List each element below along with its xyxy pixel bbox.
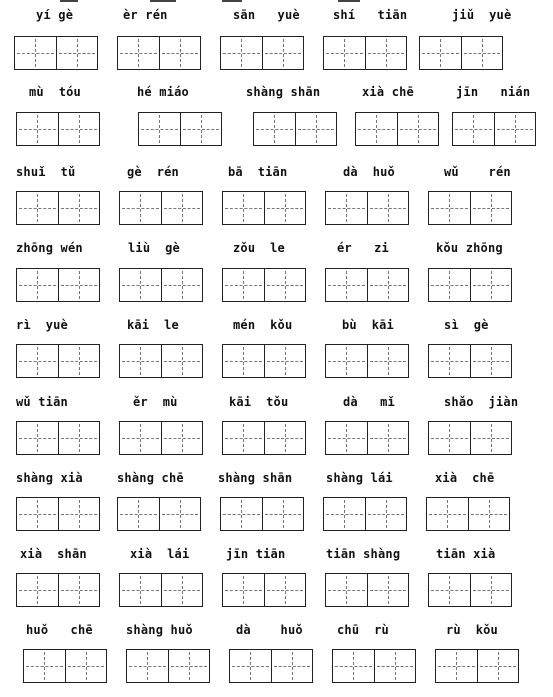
pinyin-label: mù tóu [29,85,81,99]
writing-grid[interactable] [222,191,306,225]
writing-cell[interactable] [161,192,203,224]
writing-cell[interactable] [470,574,512,606]
writing-cell[interactable] [367,269,409,301]
writing-cell[interactable] [58,192,100,224]
writing-grid[interactable] [16,573,100,607]
writing-cell[interactable] [17,113,58,145]
writing-cell[interactable] [17,574,58,606]
writing-grid[interactable] [14,36,98,70]
writing-cell[interactable] [223,269,264,301]
pinyin-label: huǒ chē [26,623,93,637]
writing-grid[interactable] [16,268,100,302]
writing-cell[interactable] [118,498,159,530]
writing-grid[interactable] [323,497,407,531]
writing-cell[interactable] [161,345,203,377]
writing-grid[interactable] [119,573,203,607]
pinyin-label: shí tiān [333,8,408,22]
writing-cell[interactable] [223,345,264,377]
pinyin-label: zǒu le [233,241,285,255]
writing-cell[interactable] [397,113,439,145]
writing-grid[interactable] [119,191,203,225]
writing-cell[interactable] [271,650,313,682]
pinyin-label: dà huǒ [343,165,395,179]
writing-cell[interactable] [159,498,201,530]
writing-cell[interactable] [367,574,409,606]
writing-cell[interactable] [120,269,161,301]
writing-cell[interactable] [264,192,306,224]
writing-cell[interactable] [333,650,374,682]
writing-cell[interactable] [56,37,98,69]
writing-cell[interactable] [420,37,461,69]
writing-cell[interactable] [58,498,100,530]
pinyin-label: rì yuè [16,318,68,332]
writing-cell[interactable] [324,37,365,69]
pinyin-label: wǔ tiān [16,395,68,409]
pinyin-label: shǎo jiàn [444,395,519,409]
writing-grid[interactable] [119,268,203,302]
writing-grid[interactable] [428,573,512,607]
writing-cell[interactable] [429,269,470,301]
writing-cell[interactable] [429,192,470,224]
pinyin-label: shàng shān [246,85,321,99]
writing-cell[interactable] [356,113,397,145]
cropped-text-fragment [222,0,242,2]
pinyin-label: jiǔ yuè [452,8,512,22]
writing-grid[interactable] [16,421,100,455]
pinyin-label: shàng chē [117,471,184,485]
pinyin-label: kāi tǒu [229,395,289,409]
writing-grid[interactable] [428,191,512,225]
pinyin-label: xià chē [362,85,414,99]
writing-cell[interactable] [58,345,100,377]
writing-cell[interactable] [58,574,100,606]
writing-cell[interactable] [326,192,367,224]
writing-grid[interactable] [323,36,407,70]
pinyin-label: gè rén [127,165,179,179]
writing-cell[interactable] [429,345,470,377]
writing-cell[interactable] [324,498,365,530]
writing-cell[interactable] [429,574,470,606]
writing-cell[interactable] [223,574,264,606]
writing-grid[interactable] [253,112,337,146]
writing-cell[interactable] [264,422,306,454]
writing-grid[interactable] [325,573,409,607]
writing-cell[interactable] [223,422,264,454]
writing-cell[interactable] [470,269,512,301]
pinyin-label: liù gè [128,241,180,255]
writing-cell[interactable] [161,574,203,606]
writing-cell[interactable] [427,498,468,530]
writing-cell[interactable] [477,650,519,682]
writing-grid[interactable] [325,268,409,302]
pinyin-label: dà huǒ [236,623,303,637]
writing-cell[interactable] [120,192,161,224]
writing-cell[interactable] [326,345,367,377]
writing-grid[interactable] [222,421,306,455]
writing-cell[interactable] [17,422,58,454]
writing-grid[interactable] [229,649,313,683]
cropped-text-fragment [150,0,176,2]
writing-cell[interactable] [17,345,58,377]
writing-cell[interactable] [58,422,100,454]
writing-cell[interactable] [65,650,107,682]
writing-cell[interactable] [161,269,203,301]
writing-cell[interactable] [264,574,306,606]
writing-cell[interactable] [17,498,58,530]
pinyin-label: sān yuè [233,8,300,22]
writing-grid[interactable] [332,649,416,683]
cropped-text-fragment [60,0,78,2]
writing-cell[interactable] [17,192,58,224]
writing-grid[interactable] [325,191,409,225]
pinyin-label: dà mǐ [343,395,395,409]
pinyin-label: ér zi [337,241,389,255]
writing-cell[interactable] [365,498,407,530]
writing-cell[interactable] [436,650,477,682]
pinyin-label: èr rén [123,8,168,22]
writing-grid[interactable] [138,112,222,146]
pinyin-label: sì gè [444,318,489,332]
pinyin-label: zhōng wén [16,241,83,255]
cropped-top-edge [0,0,553,3]
writing-cell[interactable] [367,422,409,454]
writing-grid[interactable] [220,497,304,531]
pinyin-label: rù kǒu [446,623,498,637]
writing-grid[interactable] [222,573,306,607]
writing-cell[interactable] [264,345,306,377]
writing-cell[interactable] [429,422,470,454]
writing-cell[interactable] [453,113,494,145]
writing-cell[interactable] [367,192,409,224]
writing-cell[interactable] [470,192,512,224]
writing-cell[interactable] [120,422,161,454]
pinyin-label: kāi le [127,318,179,332]
writing-grid[interactable] [325,344,409,378]
pinyin-label: ěr mù [133,395,178,409]
cropped-text-fragment [338,0,360,2]
writing-cell[interactable] [17,269,58,301]
pinyin-label: mén kǒu [233,318,293,332]
pinyin-label: shàng lái [326,471,393,485]
writing-cell[interactable] [262,498,304,530]
writing-grid[interactable] [325,421,409,455]
pinyin-label: wǔ rén [444,165,511,179]
writing-cell[interactable] [221,498,262,530]
writing-cell[interactable] [295,113,337,145]
writing-cell[interactable] [470,345,512,377]
writing-grid[interactable] [16,497,100,531]
writing-cell[interactable] [139,113,180,145]
writing-grid[interactable] [23,649,107,683]
writing-cell[interactable] [221,37,262,69]
writing-cell[interactable] [58,113,100,145]
writing-cell[interactable] [461,37,503,69]
writing-cell[interactable] [120,574,161,606]
writing-grid[interactable] [355,112,439,146]
writing-grid[interactable] [222,344,306,378]
writing-cell[interactable] [365,37,407,69]
pinyin-label: jīn nián [456,85,531,99]
writing-cell[interactable] [120,345,161,377]
pinyin-label: kǒu zhōng [436,241,503,255]
pinyin-label: yí gè [36,8,74,22]
writing-cell[interactable] [180,113,222,145]
writing-grid[interactable] [428,344,512,378]
writing-grid[interactable] [126,649,210,683]
writing-cell[interactable] [159,37,201,69]
writing-grid[interactable] [220,36,304,70]
writing-cell[interactable] [118,37,159,69]
writing-cell[interactable] [374,650,416,682]
writing-cell[interactable] [161,422,203,454]
writing-grid[interactable] [117,36,201,70]
writing-grid[interactable] [452,112,536,146]
writing-cell[interactable] [264,269,306,301]
writing-cell[interactable] [168,650,210,682]
writing-grid[interactable] [428,268,512,302]
writing-cell[interactable] [326,574,367,606]
writing-grid[interactable] [117,497,201,531]
pinyin-label: xià chē [435,471,495,485]
pinyin-label: bù kāi [342,318,394,332]
pinyin-label: xià shān [20,547,87,561]
writing-cell[interactable] [24,650,65,682]
writing-grid[interactable] [222,268,306,302]
pinyin-label: xià lái [130,547,190,561]
writing-cell[interactable] [127,650,168,682]
writing-cell[interactable] [367,345,409,377]
writing-cell[interactable] [230,650,271,682]
pinyin-label: shàng xià [16,471,83,485]
writing-grid[interactable] [119,421,203,455]
writing-grid[interactable] [16,344,100,378]
writing-grid[interactable] [119,344,203,378]
pinyin-label: chū rù [337,623,389,637]
pinyin-label: shuǐ tǔ [16,165,76,179]
writing-cell[interactable] [15,37,56,69]
writing-grid[interactable] [426,497,510,531]
writing-cell[interactable] [223,192,264,224]
writing-grid[interactable] [16,191,100,225]
pinyin-label: bā tiān [228,165,288,179]
writing-cell[interactable] [254,113,295,145]
writing-cell[interactable] [326,269,367,301]
pinyin-label: shàng shān [218,471,293,485]
writing-grid[interactable] [16,112,100,146]
writing-grid[interactable] [419,36,503,70]
writing-grid[interactable] [428,421,512,455]
pinyin-label: tiān shàng [326,547,401,561]
writing-grid[interactable] [435,649,519,683]
pinyin-label: tiān xià [436,547,496,561]
writing-cell[interactable] [262,37,304,69]
pinyin-label: shàng huǒ [126,623,193,637]
writing-cell[interactable] [326,422,367,454]
writing-cell[interactable] [494,113,536,145]
pinyin-label: jīn tiān [226,547,286,561]
writing-cell[interactable] [470,422,512,454]
pinyin-label: hé miáo [137,85,189,99]
writing-cell[interactable] [58,269,100,301]
writing-cell[interactable] [468,498,510,530]
